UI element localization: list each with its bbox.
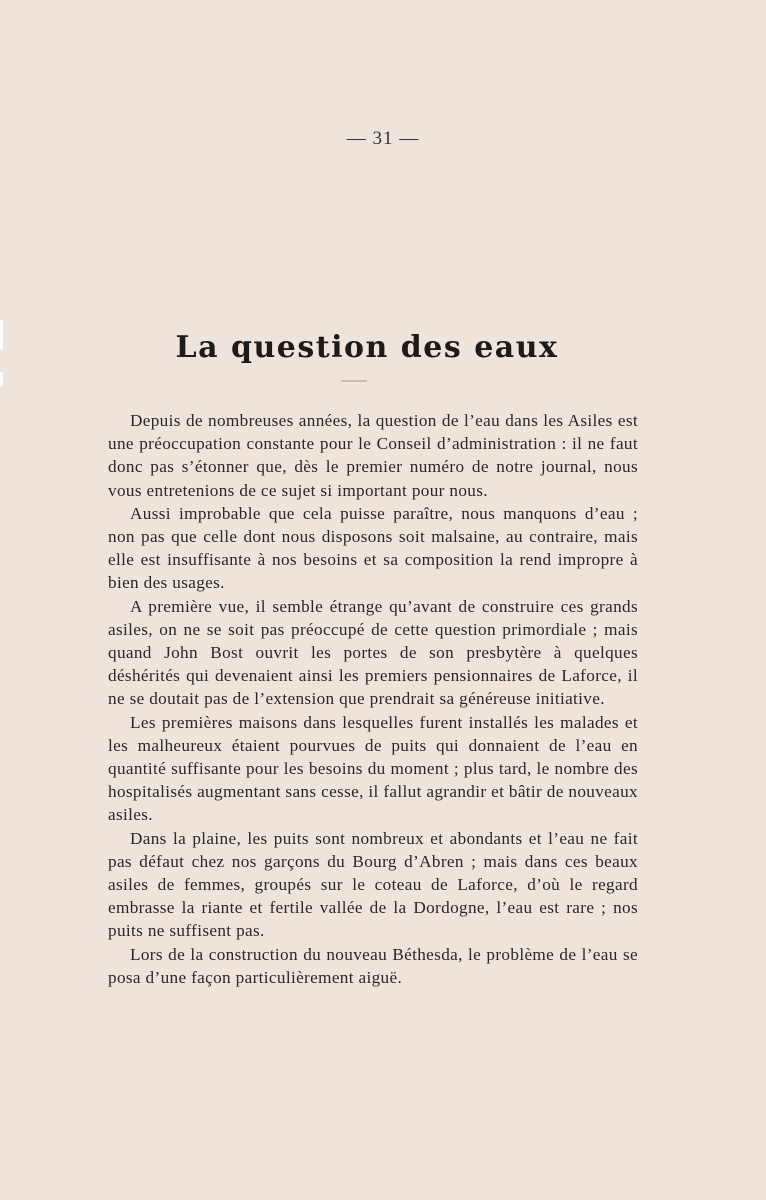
paragraph: A première vue, il semble étrange qu’avant de construire ces grands asiles, on ne se soit pas préoccupé de cette question primordiale ; mais quand John Bost ouvrit les portes de son presbytère à quelques déshérités qui devenaient ainsi les premiers pensionnaires de Laforce, il ne se doutait pas de l’extension que prendrait sa généreuse initiative. — [108, 596, 638, 709]
article-body — [108, 409, 638, 989]
paragraph: Lors de la construction du nouveau Béthesda, le problème de l’eau se posa d’une façon particulièrement aiguë. — [108, 944, 638, 987]
title-ornament — [341, 380, 367, 382]
page-title: La question des eaux — [175, 330, 559, 365]
paragraph: Depuis de nombreuses années, la question de l’eau dans les Asiles est une préoccupation constante pour le Conseil d’administration : il ne faut donc pas s’étonner que, dès le premier numéro de notre journal, nous vous entretenions de ce sujet si important pour nous. — [108, 411, 638, 500]
paragraph: Aussi improbable que cela puisse paraître, nous manquons d’eau ; non pas que celle dont nous disposons soit malsaine, au contraire, mais elle est insuffisante à nos besoins et sa composition la rend impropre à bien des usages. — [108, 503, 638, 593]
scan-edge-mark-bottom — [0, 372, 3, 386]
paragraph: Les premières maisons dans lesquelles furent installés les malades et les malheureux étaient pourvues de puits qui donnaient de l’eau en quantité suffisante pour les besoins du moment ; plus tard, le nombre des hospitalisés augmentant sans cesse, il fallut agrandir et bâtir de nouveaux asiles. — [108, 712, 638, 825]
paragraph: Dans la plaine, les puits sont nombreux et abondants et l’eau ne fait pas défaut chez nos garçons du Bourg d’Abren ; mais dans ces beaux asiles de femmes, groupés sur le coteau de Laforce, d’où le regard embrasse la riante et fertile vallée de la Dordogne, l’eau est rare ; nos puits ne suffisent pas. — [108, 828, 638, 941]
page-number: — 31 — — [346, 128, 420, 149]
